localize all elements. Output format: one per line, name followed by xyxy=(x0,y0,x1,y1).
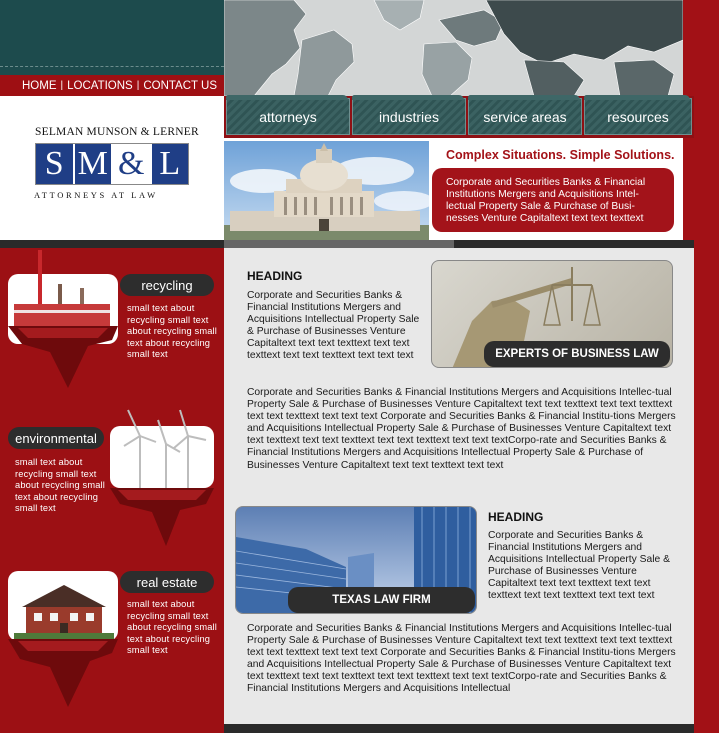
section-text: Corporate and Securities Banks & Financial Institutions Mergers and Acquisitions Intellectual Property Sale & Purchase of Businesses Venture Capitaltext text text texttext text text texttext text text texttext text text text xyxy=(488,530,671,602)
factory-image[interactable] xyxy=(8,274,118,344)
experts-business-law-label[interactable]: EXPERTS OF BUSINESS LAW xyxy=(484,341,670,367)
tab-service-areas[interactable] xyxy=(468,98,582,135)
wind-turbines-image[interactable] xyxy=(110,426,214,488)
sidebar-item-text: small text about recycling small text about recycling small text about recycling small text xyxy=(15,457,105,513)
divider-bar xyxy=(0,240,224,248)
tab-label: resources xyxy=(607,108,669,125)
tab-industries[interactable] xyxy=(352,98,466,135)
sidebar-item-label: real estate xyxy=(136,574,198,590)
nav-separator: | xyxy=(60,80,64,91)
firm-tagline: ATTORNEYS AT LAW xyxy=(34,190,158,200)
divider-bar xyxy=(224,240,694,248)
tab-label: attorneys xyxy=(259,108,317,125)
logo[interactable] xyxy=(0,96,224,240)
contact-link[interactable]: CONTACT US xyxy=(143,79,218,92)
sidebar-item-label: recycling xyxy=(141,277,193,293)
sidebar-item-recycling[interactable] xyxy=(120,274,214,296)
tab-attorneys[interactable] xyxy=(226,98,350,135)
home-link[interactable]: HOME xyxy=(22,79,57,92)
sidebar-item-text: small text about recycling small text about recycling small text about recycling small text xyxy=(127,599,217,655)
logo-letter: S xyxy=(36,144,75,184)
firm-name: SELMAN MUNSON & LERNER xyxy=(35,126,199,138)
section-text: Corporate and Securities Banks & Financial Institutions Mergers and Acquisitions Intellectual Property Sale & Purchase of Businesses Venture Capitaltext text text texttext text text texttext text text texttext text text text xyxy=(247,290,420,362)
tab-label: industries xyxy=(379,108,439,125)
banner xyxy=(224,138,683,240)
tagline: Complex Situations. Simple Solutions. xyxy=(446,148,675,162)
main-content xyxy=(224,248,694,733)
nav-separator: | xyxy=(136,80,140,91)
capitol-building-image xyxy=(224,141,429,240)
world-map-image xyxy=(224,0,683,96)
sidebar xyxy=(0,248,224,733)
section-heading: HEADING xyxy=(488,510,544,524)
sidebar-item-text: small text about recycling small text about recycling small text about recycling small text xyxy=(127,303,217,359)
section-heading: HEADING xyxy=(247,269,303,283)
logo-mark xyxy=(35,143,189,185)
logo-letter: & xyxy=(113,144,152,184)
locations-link[interactable]: LOCATIONS xyxy=(67,79,133,92)
logo-letter: L xyxy=(159,145,181,182)
tab-resources[interactable] xyxy=(584,98,692,135)
logo-letter: M xyxy=(75,144,114,184)
sidebar-item-label: environmental xyxy=(15,430,97,446)
tab-label: service areas xyxy=(483,108,567,125)
texas-law-firm-label[interactable]: TEXAS LAW FIRM xyxy=(288,587,475,613)
footer-bar xyxy=(224,724,694,733)
body-paragraph: Corporate and Securities Banks & Financial Institutions Mergers and Acquisitions Intellec-tual Property Sale & Purchase of Businesses Venture Capitaltext text text texttext text text texttext text text texttext text text text Corporate and Securities Banks & Financial Institu-tions Mergers and Acquisitions Intellectual Property Sale & Purchase of Businesses Venture Capitaltext text text texttext text text texttext text text texttext text text textCorpo-rate and Securities Banks & Financial Institutions Mergers and Acquisitions Intellectual xyxy=(247,623,676,695)
house-image[interactable] xyxy=(8,571,118,641)
header-corner xyxy=(0,0,224,75)
top-nav xyxy=(0,75,224,96)
sidebar-item-real-estate[interactable] xyxy=(120,571,214,593)
body-paragraph: Corporate and Securities Banks & Financial Institutions Mergers and Acquisitions Intellec-tual Property Sale & Purchase of Businesses Venture Capitaltext text text texttext text text texttext text text texttext text text text Corporate and Securities Banks & Financial Institu-tions Mergers and Acquisitions Intellectual Property Sale & Purchase of Businesses Venture Capitaltext text text texttext text text texttext text text texttext text text textCorpo-rate and Securities Banks & Financial Institutions Mergers and Acquisitions Intellectual Property Sale & Purchase of Businesses Venture Capitaltext text text texttext text text xyxy=(247,387,676,471)
services-summary: Corporate and Securities Banks & Financial Institutions Mergers and Acquisitions Intel-lectual Property Sale & Purchase of Busi-nesses Venture Capitaltext text text texttext xyxy=(432,168,674,232)
main-nav xyxy=(224,96,694,138)
sidebar-item-environmental[interactable] xyxy=(8,427,104,449)
